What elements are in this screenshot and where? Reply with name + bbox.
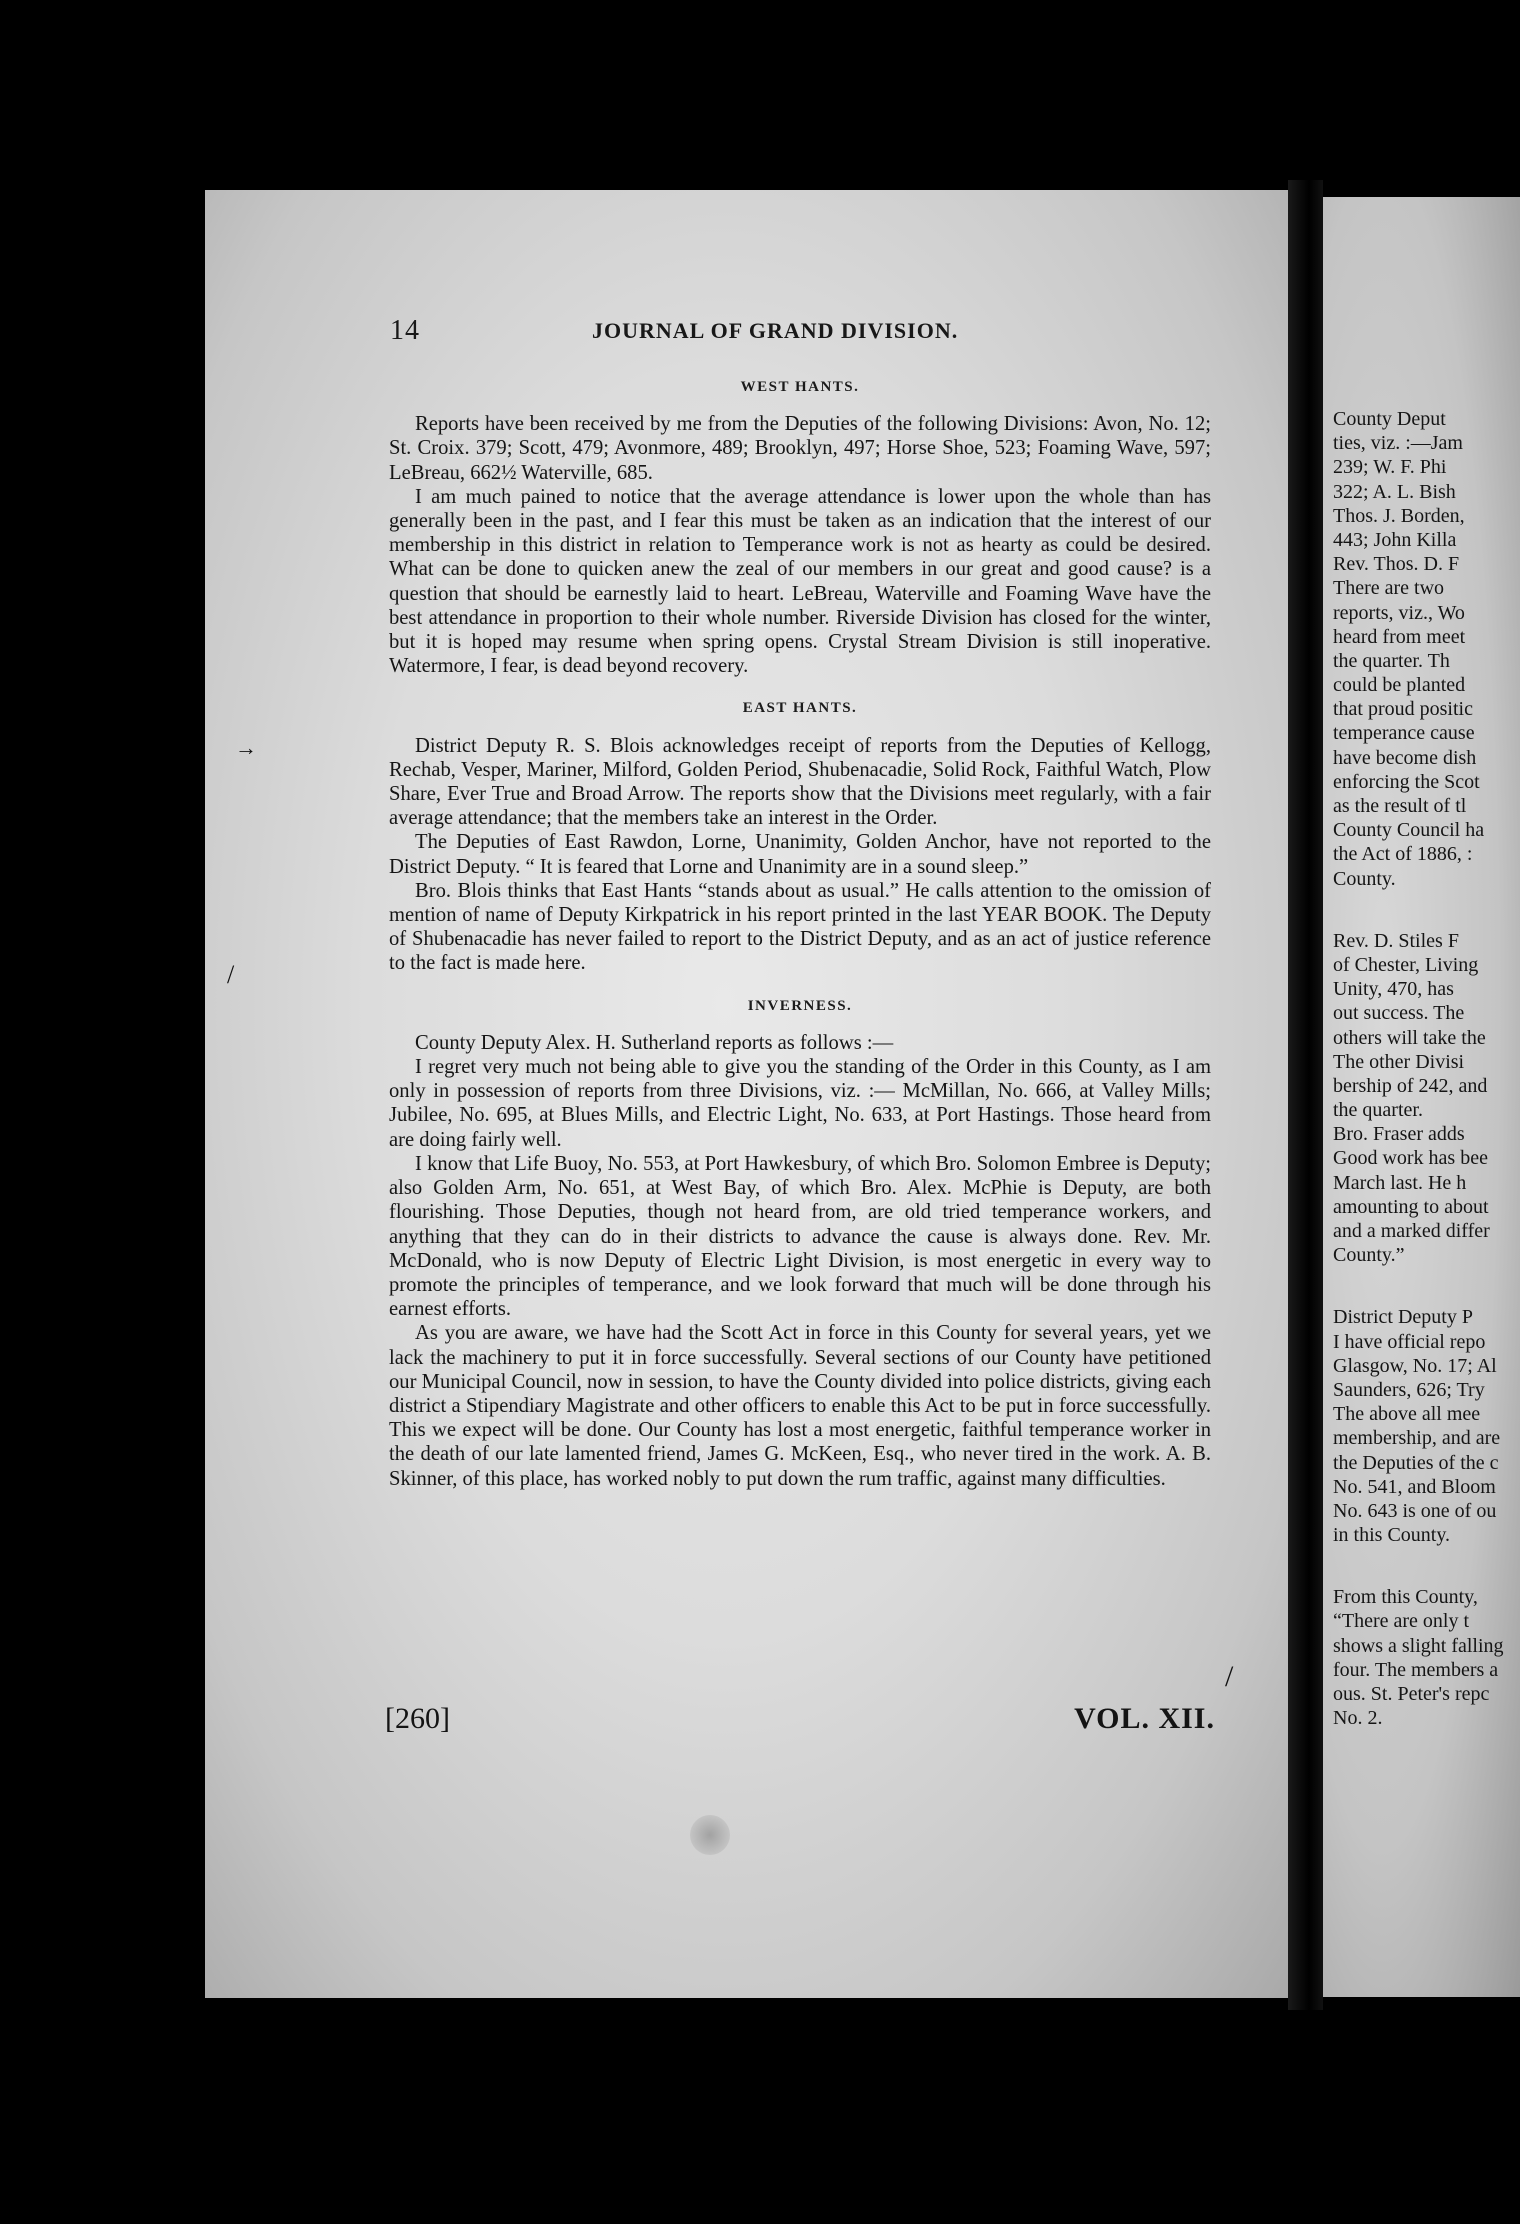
facing-page-line: County Deput: [1333, 408, 1446, 430]
facing-page-line: shows a slight falling: [1333, 1634, 1504, 1657]
facing-page-line: and a marked differ: [1333, 1220, 1490, 1242]
ink-blot: [690, 1815, 730, 1855]
facing-page-line: No. 2.: [1333, 1707, 1383, 1730]
paragraph: I am much pained to notice that the average attendance is lower upon the whole than has generally been in the past, and I fear this must be taken as an indication that the interest of our membership in this district in relation to Temperance work is not as hearty as could be desired. What can be done to quicken anew the zeal of our members in our great and good cause? is a question that should be earnestly laid to heart. LeBreau, Waterville and Foaming Wave have the best attendance in proportion to their whole number. Riverside Division has closed for the winter, but it is hoped may resume when spring opens. Crystal Stream Division is still inoperative. Watermore, I fear, is dead beyond recovery.: [389, 485, 1211, 678]
facing-page-line: Bro. Fraser adds: [1333, 1123, 1465, 1146]
page-number: 14: [390, 315, 420, 346]
page-header: [390, 315, 1090, 355]
facing-page-line: the quarter. Th: [1333, 649, 1450, 672]
facing-page-line: reports, viz., Wo: [1333, 601, 1465, 624]
facing-page-line: in this County.: [1333, 1524, 1451, 1547]
facing-page-line: 443; John Killa: [1333, 528, 1457, 551]
facing-page-line: “There are only t: [1333, 1610, 1470, 1633]
facing-page-line: County.”: [1333, 1244, 1405, 1267]
facing-page-line: as the result of tl: [1333, 795, 1467, 817]
facing-page-line: the quarter.: [1333, 1099, 1423, 1122]
facing-page-line: The other Divisi: [1333, 1050, 1465, 1073]
facing-page-line: the Act of 1886, :: [1333, 843, 1473, 866]
section-heading-inverness: INVERNESS.: [747, 997, 853, 1014]
facing-page-line: [1333, 1547, 1520, 1585]
page-body: [389, 375, 1211, 1491]
facing-page-line: Glasgow, No. 17; Al: [1333, 1354, 1497, 1377]
facing-page-line: ties, viz. :—Jam: [1333, 432, 1463, 455]
facing-page-line: District Deputy P: [1333, 1306, 1473, 1329]
facing-page-line: ous. St. Peter's repc: [1333, 1683, 1490, 1705]
facing-page-line: bership of 242, and: [1333, 1074, 1488, 1097]
facing-page-line: temperance cause: [1333, 722, 1475, 745]
facing-page-line: The above all mee: [1333, 1403, 1481, 1426]
footer-page-ref: [260]: [385, 1702, 450, 1735]
facing-page-line: of Chester, Living: [1333, 953, 1479, 976]
footer-volume: VOL. XII.: [1074, 1702, 1215, 1735]
paragraph: District Deputy R. S. Blois acknowledges receipt of reports from the Deputies of Kellogg, Rechab, Vesper, Mariner, Milford, Golden Period, Shubenacadie, Solid Rock, Faithful Watch, Plow Share, Ever True and Broad Arrow. The reports show that the Divisions meet regularly, with a fair average attendance; that the members take an interest in the Order.: [389, 734, 1211, 830]
facing-page-line: County Council ha: [1333, 819, 1485, 842]
facing-page-line: have become dish: [1333, 746, 1477, 769]
paragraph: County Deputy Alex. H. Sutherland reports as follows :—: [415, 1031, 894, 1054]
facing-page-line: out success. The: [1333, 1002, 1465, 1025]
facing-page-line: [1333, 1267, 1520, 1305]
facing-page-line: the Deputies of the c: [1333, 1451, 1499, 1474]
facing-page-line: Unity, 470, has: [1333, 978, 1454, 1001]
facing-page-line: No. 643 is one of ou: [1333, 1499, 1497, 1522]
facing-page-line: Rev. D. Stiles F: [1333, 929, 1459, 952]
facing-page-line: There are two: [1333, 577, 1445, 600]
running-title: JOURNAL OF GRAND DIVISION.: [592, 318, 959, 343]
facing-page-line: could be planted: [1333, 674, 1466, 697]
paragraph: The Deputies of East Rawdon, Lorne, Unanimity, Golden Anchor, have not reported to the District Deputy. “ It is feared that Lorne and Unanimity are in a sound sleep.”: [389, 831, 1211, 878]
facing-page-line: Saunders, 626; Try: [1333, 1378, 1485, 1401]
page-footer: [385, 1702, 1215, 1742]
facing-page-line: [1333, 891, 1520, 929]
facing-page-line: No. 541, and Bloom: [1333, 1475, 1496, 1498]
paragraph: Bro. Blois thinks that East Hants “stands about as usual.” He calls attention to the omission of mention of name of Deputy Kirkpatrick in his report printed in the last YEAR BOOK. The Deputy of Shubenacadie has never failed to report to the District Deputy, and as an act of justice reference to the fact is made here.: [389, 879, 1211, 975]
book-gutter: [1288, 180, 1323, 2010]
facing-page-line: From this County,: [1333, 1586, 1478, 1609]
section-heading-east-hants: EAST HANTS.: [742, 700, 858, 717]
section-heading-west-hants: WEST HANTS.: [740, 379, 860, 395]
facing-page-line: Good work has bee: [1333, 1147, 1488, 1170]
facing-page-line: that proud positic: [1333, 698, 1473, 721]
facing-page-line: Rev. Thos. D. F: [1333, 553, 1460, 576]
facing-page-line: others will take the: [1333, 1026, 1486, 1049]
facing-page-line: 322; A. L. Bish: [1333, 480, 1456, 503]
paragraph: Reports have been received by me from the Deputies of the following Divisions: Avon, No. 12; St. Croix. 379; Scott, 479; Avonmore, 489; Brooklyn, 497; Horse Shoe, 523; Foaming Wave, 597; LeBreau, 662½ Waterville, 685.: [389, 413, 1211, 484]
facing-page-line: membership, and are: [1333, 1427, 1501, 1450]
paragraph: I know that Life Buoy, No. 553, at Port Hawkesbury, of which Bro. Solomon Embree is Deputy; also Golden Arm, No. 651, at West Bay, of which Bro. Alex. McPhie is Deputy, are both flourishing. Those Deputies, though not heard from, are old tried temperance workers, and anything that they can do in their districts to advance the cause is always done. Rev. Mr. McDonald, who is now Deputy of Electric Light Division, is most energetic in every way to promote the principles of temperance, and we look forward that much will be done through his earnest efforts.: [389, 1152, 1211, 1321]
facing-page-line: County.: [1333, 867, 1396, 890]
paragraph: As you are aware, we have had the Scott Act in force in this County for several years, yet we lack the machinery to put it in force successfully. Several sections of our County have petitioned our Municipal Council, now in session, to have the County divided into police districts, giving each district a Stipendiary Magistrate and other officers to enable this Act to be put in force successfully. This we expect will be done. Our County has lost a most energetic, faithful temperance worker in the death of our late lamented friend, James G. McKeen, Esq., who never tired in the work. A. B. Skinner, of this place, has worked nobly to put down the rum traffic, against many difficulties.: [389, 1322, 1211, 1490]
facing-page-line: heard from meet: [1333, 625, 1466, 648]
pencil-mark-icon: /: [1225, 1660, 1234, 1693]
margin-mark-icon: →: [235, 735, 257, 760]
facing-page-line: 239; W. F. Phi: [1333, 456, 1447, 479]
facing-page-line: I have official repo: [1333, 1330, 1486, 1353]
facing-page: [1323, 197, 1520, 1997]
margin-mark-icon: /: [227, 960, 235, 989]
paragraph: I regret very much not being able to give you the standing of the Order in this County, as I am only in possession of reports from three Divisions, viz. :— McMillan, No. 666, at Valley Mills; Jubilee, No. 695, at Blues Mills, and Electric Light, No. 633, at Port Hastings. Those heard from are doing fairly well.: [389, 1056, 1211, 1151]
facing-page-line: March last. He h: [1333, 1171, 1467, 1194]
facing-page-line: four. The members a: [1333, 1658, 1499, 1681]
facing-page-text: [1333, 407, 1520, 1730]
facing-page-line: enforcing the Scot: [1333, 770, 1480, 793]
facing-page-line: Thos. J. Borden,: [1333, 504, 1465, 527]
document-page: [205, 190, 1288, 1998]
facing-page-line: amounting to about: [1333, 1195, 1489, 1218]
